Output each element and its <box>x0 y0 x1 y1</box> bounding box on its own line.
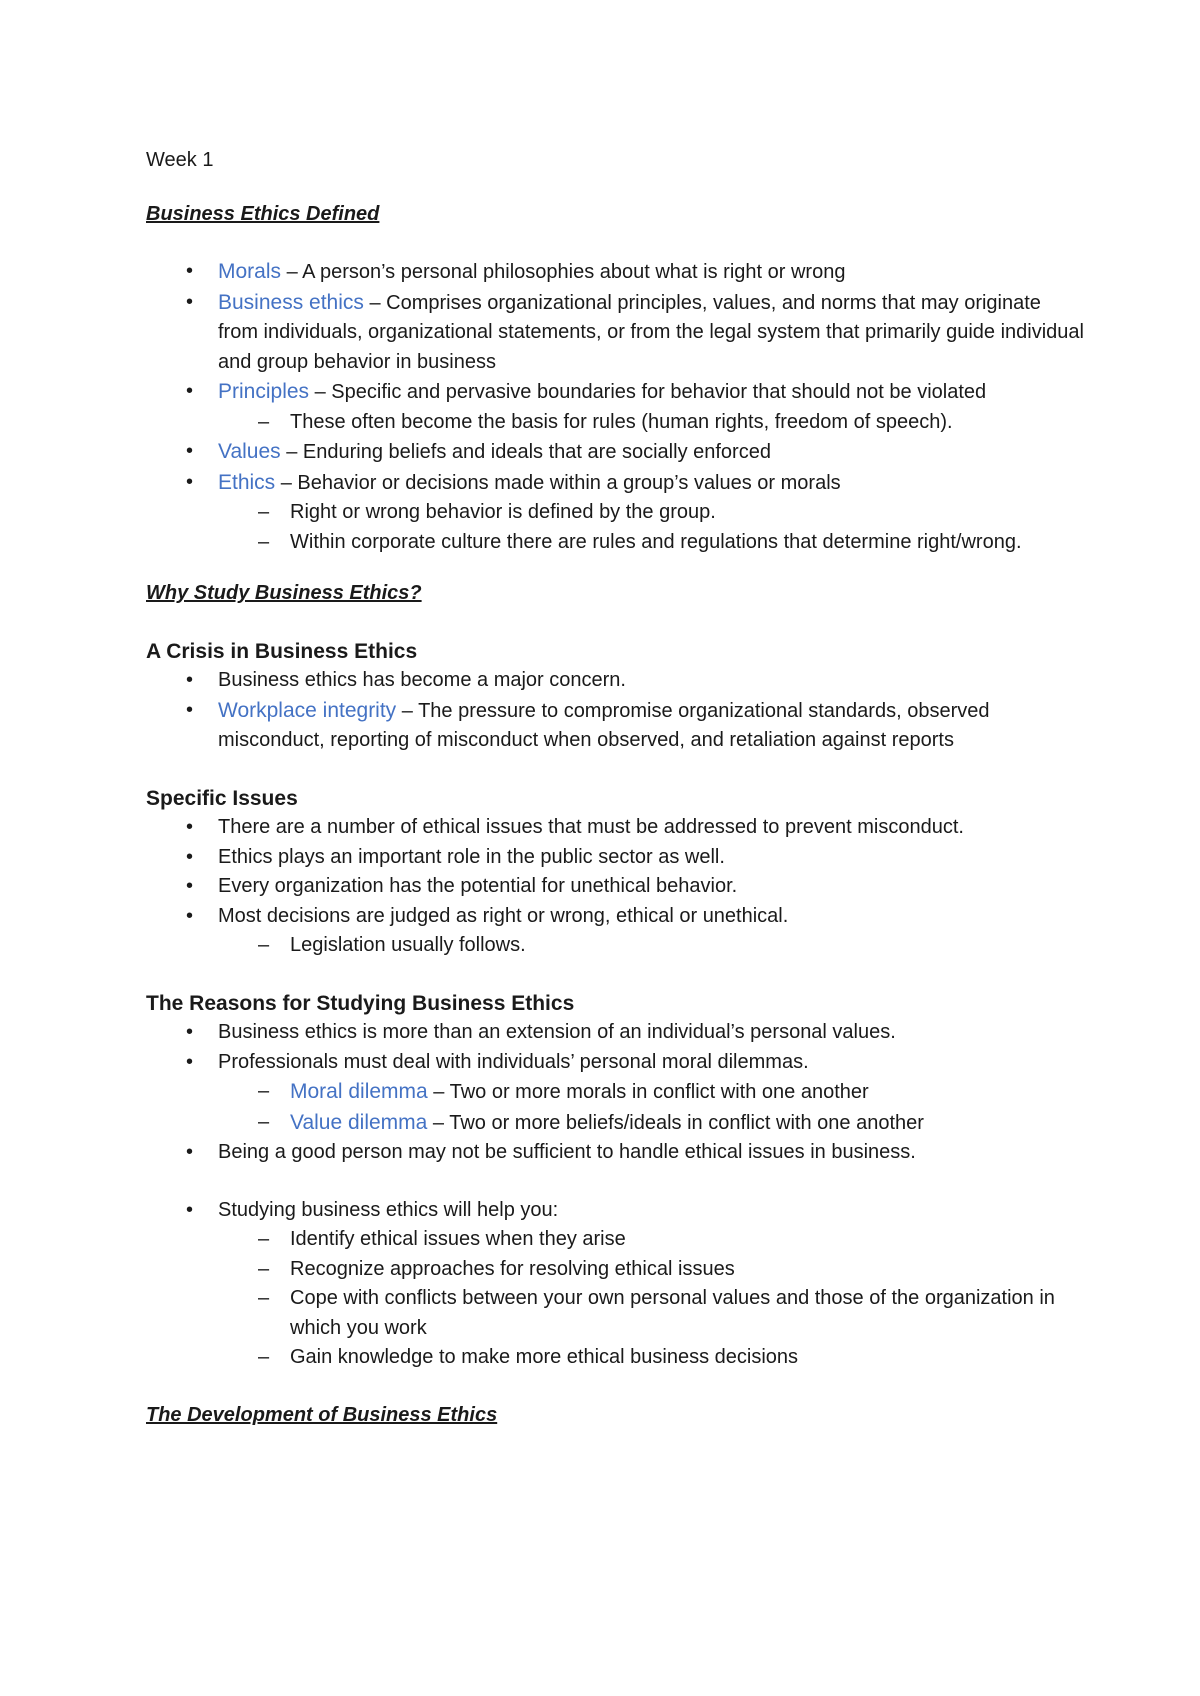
sub-list-item: – These often become the basis for rules (human rights, freedom of speech). <box>218 408 1086 438</box>
subheading-crisis: A Crisis in Business Ethics <box>146 639 418 663</box>
list-item <box>146 288 1086 378</box>
term-value-dilemma: Value dilemma <box>290 1110 428 1134</box>
list-item: • Business ethics is more than an extension of an individual’s personal values. <box>146 1018 1086 1048</box>
definition: – Enduring beliefs and ideals that are socially enforced <box>280 441 771 463</box>
list-item <box>146 696 1086 756</box>
sub-list <box>218 1077 1086 1138</box>
list-item: • Most decisions are judged as right or wrong, ethical or unethical. – Legislation usually follows. <box>146 902 1086 961</box>
sub-list-item: – Cope with conflicts between your own personal values and those of the organization in which you work <box>218 1284 1086 1343</box>
definition: – Specific and pervasive boundaries for behavior that should not be violated <box>309 381 987 403</box>
sub-list-item: – Identify ethical issues when they arise <box>218 1225 1086 1255</box>
sub-list-item: – Legislation usually follows. <box>218 931 1086 961</box>
list-item: • Studying business ethics will help you: – Identify ethical issues when they arise – Recognize approaches for resolving ethical issues – Cope with conflicts between your own personal values and those of the organization in which you work – Gain knowledge to make more ethical business decisions <box>146 1196 1086 1373</box>
sub-list <box>218 1225 1086 1373</box>
term-values: Values <box>218 440 281 463</box>
week-label: Week 1 <box>146 149 214 171</box>
term-morals: Morals <box>218 260 282 283</box>
sub-list-item: – Right or wrong behavior is defined by the group. <box>218 498 1086 528</box>
document-page <box>146 146 1086 1430</box>
definition: – A person’s personal philosophies about what is right or wrong <box>281 261 846 283</box>
list-item: • Business ethics has become a major concern. <box>146 666 1086 696</box>
sub-list <box>218 931 1086 961</box>
helps-list <box>146 1196 1086 1373</box>
subheading-reasons: The Reasons for Studying Business Ethics <box>146 991 575 1015</box>
list-item: • Ethics plays an important role in the public sector as well. <box>146 843 1086 873</box>
sub-list-item <box>218 1077 1086 1108</box>
term-business-ethics: Business ethics <box>218 290 364 314</box>
list-item: • There are a number of ethical issues that must be addressed to prevent misconduct. <box>146 813 1086 843</box>
definition: – Comprises organizational principles, values, and norms that may originate from individuals, organizational statements, or from the legal system that primarily guide individual and group behavior in business <box>218 291 1084 373</box>
section-heading-development: The Development of Business Ethics <box>146 1403 498 1426</box>
list-item <box>146 257 1086 288</box>
sub-list <box>218 498 1086 557</box>
section-heading-why-study: Why Study Business Ethics? <box>146 582 422 604</box>
issues-list <box>146 813 1086 961</box>
reasons-list <box>146 1018 1086 1168</box>
sub-list-item <box>218 1108 1086 1139</box>
definition: – The pressure to compromise organizational standards, observed misconduct, reporting of misconduct when observed, and retaliation against reports <box>218 699 990 751</box>
term-ethics: Ethics <box>218 470 276 494</box>
definition: – Two or more morals in conflict with one another <box>427 1081 869 1103</box>
sub-list-item: – Within corporate culture there are rules and regulations that determine right/wrong. <box>218 528 1086 558</box>
list-item <box>146 437 1086 468</box>
definitions-list <box>146 257 1086 557</box>
list-item: • Being a good person may not be sufficient to handle ethical issues in business. <box>146 1138 1086 1168</box>
definition: – Behavior or decisions made within a group’s values or morals <box>275 471 841 494</box>
definition: – Two or more beliefs/ideals in conflict with one another <box>427 1111 924 1134</box>
list-item <box>146 377 1086 437</box>
list-item <box>146 468 1086 558</box>
term-moral-dilemma: Moral dilemma <box>290 1080 428 1103</box>
list-item: • Every organization has the potential for unethical behavior. <box>146 872 1086 902</box>
term-workplace-integrity: Workplace integrity <box>218 698 397 722</box>
subheading-specific-issues: Specific Issues <box>146 786 298 810</box>
sub-list-item: – Gain knowledge to make more ethical business decisions <box>218 1343 1086 1373</box>
crisis-list <box>146 666 1086 756</box>
section-heading-business-ethics-defined: Business Ethics Defined <box>146 202 380 225</box>
term-principles: Principles <box>218 380 310 403</box>
sub-list-item: – Recognize approaches for resolving ethical issues <box>218 1255 1086 1285</box>
list-item: • Professionals must deal with individuals’ personal moral dilemmas. – Moral dilemma – Two or more morals in conflict with one another – Value dilemma – Two or more beliefs/ideals in conflict with one another <box>146 1048 1086 1139</box>
sub-list <box>218 408 1086 438</box>
